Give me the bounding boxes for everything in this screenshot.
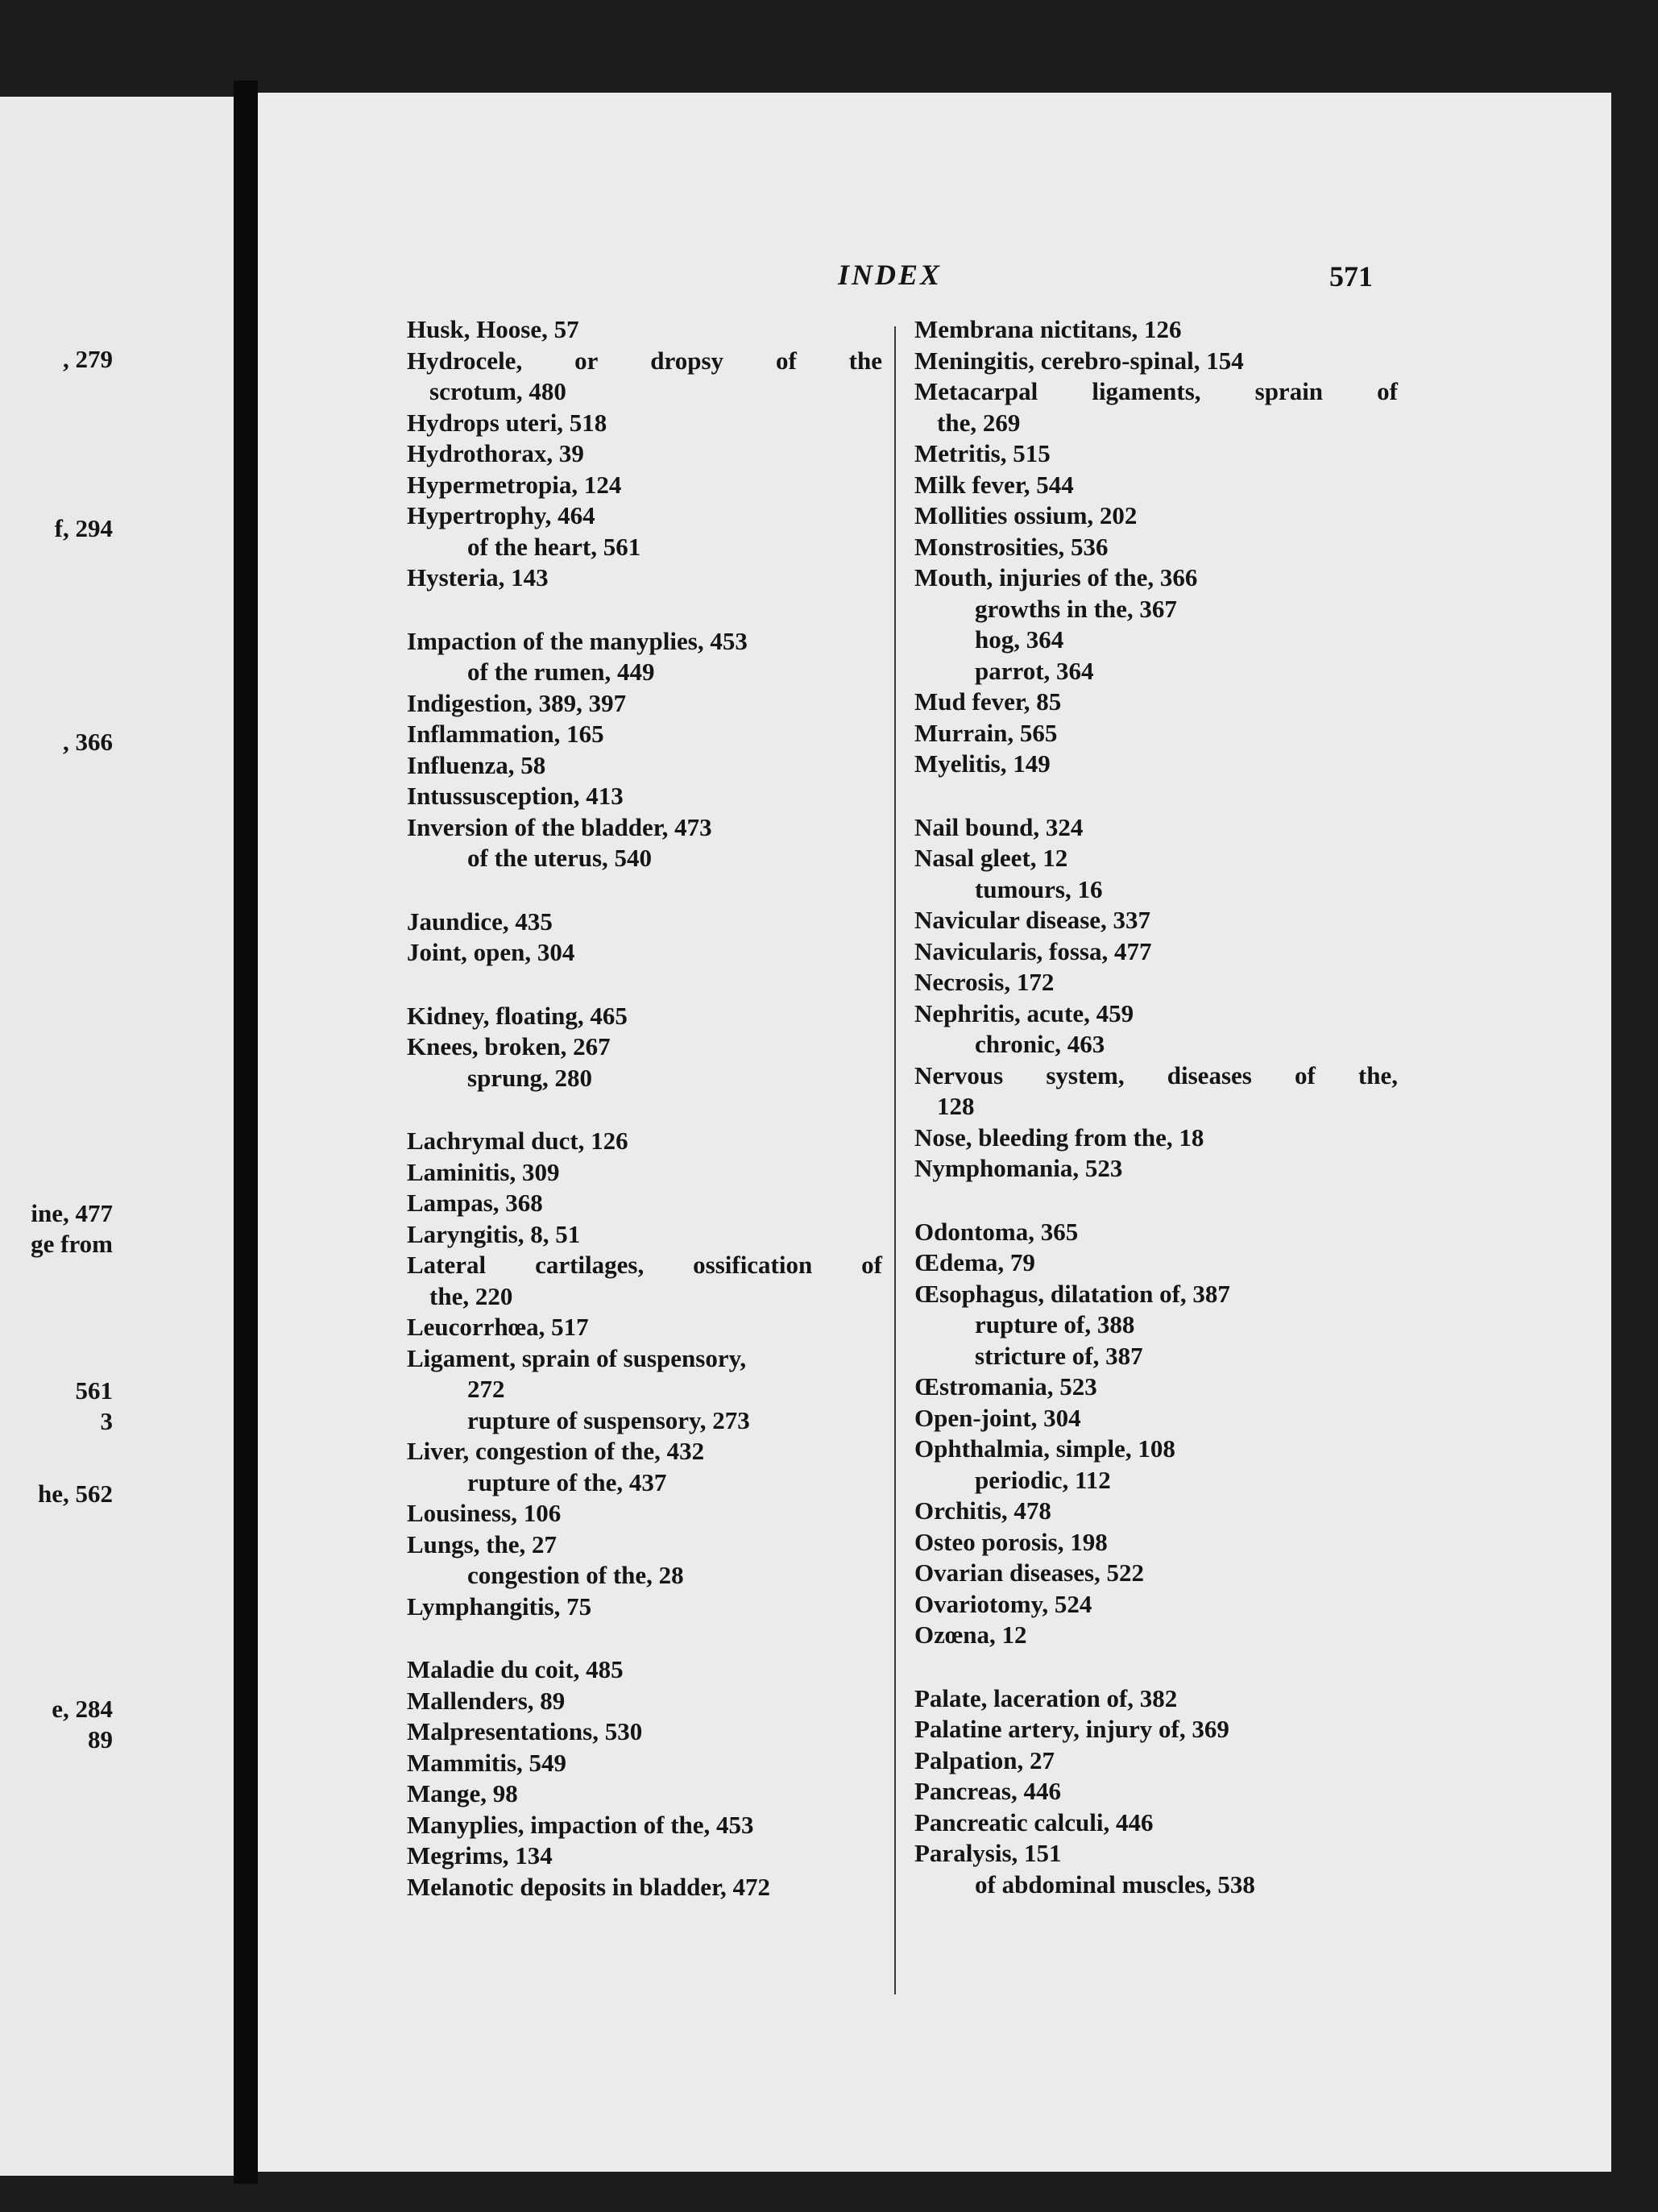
index-subentry: of the uterus, 540: [467, 844, 653, 872]
index-entry: Jaundice, 435: [407, 907, 553, 936]
index-entry: Megrims, 134: [407, 1841, 553, 1870]
index-entry: Orchitis, 478: [914, 1496, 1051, 1525]
index-entry: Hypertrophy, 464: [407, 501, 595, 529]
index-subentry: the, 269: [937, 408, 1021, 437]
left-page-fragment: 89: [88, 1725, 113, 1753]
index-column-right: [914, 314, 1398, 1900]
index-entry: Odontoma, 365: [914, 1217, 1079, 1246]
index-entry: Lampas, 368: [407, 1189, 543, 1217]
column-divider: [894, 326, 896, 1994]
index-entry: Kidney, floating, 465: [407, 1001, 628, 1030]
index-entry: Malpresentations, 530: [407, 1717, 643, 1745]
running-head: [258, 258, 1611, 298]
index-entry: Mange, 98: [407, 1779, 518, 1807]
section-gap: [914, 1651, 1398, 1683]
section-gap: [914, 1185, 1398, 1217]
index-entry: Hypermetropia, 124: [407, 470, 622, 499]
index-subentry: 128: [937, 1092, 975, 1120]
index-entry: Metritis, 515: [914, 439, 1051, 467]
index-entry: Hydrocele, or dropsy of the: [407, 346, 882, 375]
index-entry: Leucorrhœa, 517: [407, 1313, 589, 1341]
index-entry: Ophthalmia, simple, 108: [914, 1434, 1175, 1463]
index-subentry: of the rumen, 449: [467, 658, 655, 686]
index-entry: Palpation, 27: [914, 1745, 1055, 1774]
section-gap: [407, 874, 882, 907]
index-subentry: rupture of the, 437: [467, 1467, 667, 1496]
index-entry: Husk, Hoose, 57: [407, 315, 579, 343]
index-entry: Osteo porosis, 198: [914, 1527, 1108, 1556]
index-subentry: periodic, 112: [975, 1465, 1111, 1494]
index-entry: Nervous system, diseases of the,: [914, 1060, 1398, 1089]
left-page-fragment: ine, 477: [31, 1199, 113, 1227]
section-gap: [407, 594, 882, 626]
index-subentry: of abdominal muscles, 538: [975, 1870, 1255, 1899]
index-entry: Nail bound, 324: [914, 812, 1084, 841]
index-subentry: the, 220: [429, 1281, 513, 1310]
index-entry: Palate, laceration of, 382: [914, 1683, 1178, 1712]
left-page-fragment: 3: [100, 1407, 113, 1435]
index-entry: Œstromania, 523: [914, 1372, 1097, 1401]
index-entry: Ligament, sprain of suspensory,: [407, 1343, 747, 1372]
index-entry: Liver, congestion of the, 432: [407, 1437, 705, 1465]
index-page: [258, 93, 1611, 2172]
index-entry: Mollities ossium, 202: [914, 501, 1138, 529]
index-entry: Œdema, 79: [914, 1248, 1035, 1276]
index-entry: Œsophagus, dilatation of, 387: [914, 1279, 1230, 1308]
running-title: INDEX: [838, 259, 943, 291]
left-page-fragment: , 366: [63, 728, 113, 756]
index-entry: Myelitis, 149: [914, 749, 1051, 778]
index-entry: Laminitis, 309: [407, 1157, 560, 1186]
index-subentry: of the heart, 561: [467, 532, 641, 561]
index-entry: Ovarian diseases, 522: [914, 1558, 1145, 1587]
index-entry: Pancreas, 446: [914, 1777, 1061, 1805]
section-gap: [407, 1094, 882, 1126]
index-subentry: parrot, 364: [975, 656, 1094, 685]
index-subentry: rupture of, 388: [975, 1310, 1135, 1338]
index-entry: Joint, open, 304: [407, 938, 575, 966]
index-subentry: congestion of the, 28: [467, 1561, 684, 1589]
index-entry: Monstrosities, 536: [914, 532, 1109, 561]
index-column-left: [407, 314, 882, 1903]
index-subentry: 272: [467, 1375, 505, 1403]
index-entry: Mouth, injuries of the, 366: [914, 563, 1198, 591]
index-entry: Meningitis, cerebro-spinal, 154: [914, 346, 1244, 375]
index-entry: Knees, broken, 267: [407, 1032, 611, 1060]
index-subentry: chronic, 463: [975, 1030, 1105, 1058]
index-subentry: tumours, 16: [975, 874, 1103, 903]
index-entry: Inflammation, 165: [407, 720, 604, 748]
index-entry: Lungs, the, 27: [407, 1529, 558, 1558]
section-gap: [914, 780, 1398, 812]
index-entry: Milk fever, 544: [914, 470, 1074, 499]
index-subentry: stricture of, 387: [975, 1341, 1143, 1370]
left-page-fragment: f, 294: [54, 514, 113, 542]
index-entry: Nose, bleeding from the, 18: [914, 1123, 1204, 1152]
index-entry: Open-joint, 304: [914, 1403, 1081, 1432]
section-gap: [407, 1622, 882, 1654]
index-entry: Paralysis, 151: [914, 1839, 1062, 1867]
index-entry: Indigestion, 389, 397: [407, 688, 627, 717]
index-entry: Inversion of the bladder, 473: [407, 812, 712, 841]
index-subentry: scrotum, 480: [429, 377, 566, 405]
index-entry: Membrana nictitans, 126: [914, 315, 1182, 343]
index-entry: Necrosis, 172: [914, 968, 1055, 996]
index-entry: Hydrothorax, 39: [407, 439, 584, 467]
index-entry: Ovariotomy, 524: [914, 1589, 1092, 1618]
index-entry: Hydrops uteri, 518: [407, 408, 607, 437]
index-entry: Metacarpal ligaments, sprain of: [914, 377, 1398, 405]
index-entry: Mammitis, 549: [407, 1748, 567, 1777]
index-entry: Laryngitis, 8, 51: [407, 1219, 581, 1248]
index-entry: Lachrymal duct, 126: [407, 1127, 628, 1155]
index-subentry: sprung, 280: [467, 1063, 593, 1092]
index-entry: Intussusception, 413: [407, 782, 624, 810]
index-entry: Lateral cartilages, ossification of: [407, 1251, 882, 1279]
index-subentry: growths in the, 367: [975, 594, 1177, 623]
index-entry: Mud fever, 85: [914, 687, 1062, 716]
book-gutter: [234, 81, 258, 2184]
index-entry: Pancreatic calculi, 446: [914, 1807, 1154, 1836]
index-entry: Navicular disease, 337: [914, 906, 1151, 934]
left-page-fragment: e, 284: [52, 1695, 113, 1723]
index-entry: Manyplies, impaction of the, 453: [407, 1810, 754, 1839]
index-entry: Murrain, 565: [914, 718, 1058, 747]
index-entry: Nasal gleet, 12: [914, 844, 1068, 872]
index-entry: Ozœna, 12: [914, 1621, 1027, 1649]
index-entry: Nephritis, acute, 459: [914, 998, 1134, 1027]
index-entry: Mallenders, 89: [407, 1686, 566, 1715]
page-number: 571: [1329, 260, 1373, 293]
left-page-fragment: ge from: [31, 1230, 113, 1258]
index-entry: Lousiness, 106: [407, 1499, 562, 1527]
left-page-fragment: 561: [75, 1376, 113, 1405]
left-page-fragment: he, 562: [38, 1480, 113, 1508]
index-entry: Navicularis, fossa, 477: [914, 936, 1152, 965]
index-entry: Impaction of the manyplies, 453: [407, 626, 748, 655]
index-entry: Palatine artery, injury of, 369: [914, 1715, 1229, 1743]
left-page-fragment: , 279: [63, 345, 113, 373]
index-subentry: hog, 364: [975, 625, 1064, 654]
index-entry: Nymphomania, 523: [914, 1154, 1123, 1182]
section-gap: [407, 969, 882, 1001]
index-entry: Hysteria, 143: [407, 563, 549, 591]
index-entry: Melanotic deposits in bladder, 472: [407, 1872, 770, 1901]
left-page-edge: [0, 97, 234, 2176]
index-entry: Lymphangitis, 75: [407, 1592, 592, 1621]
index-entry: Influenza, 58: [407, 750, 546, 779]
index-entry: Maladie du coit, 485: [407, 1655, 624, 1683]
index-subentry: rupture of suspensory, 273: [467, 1405, 750, 1434]
